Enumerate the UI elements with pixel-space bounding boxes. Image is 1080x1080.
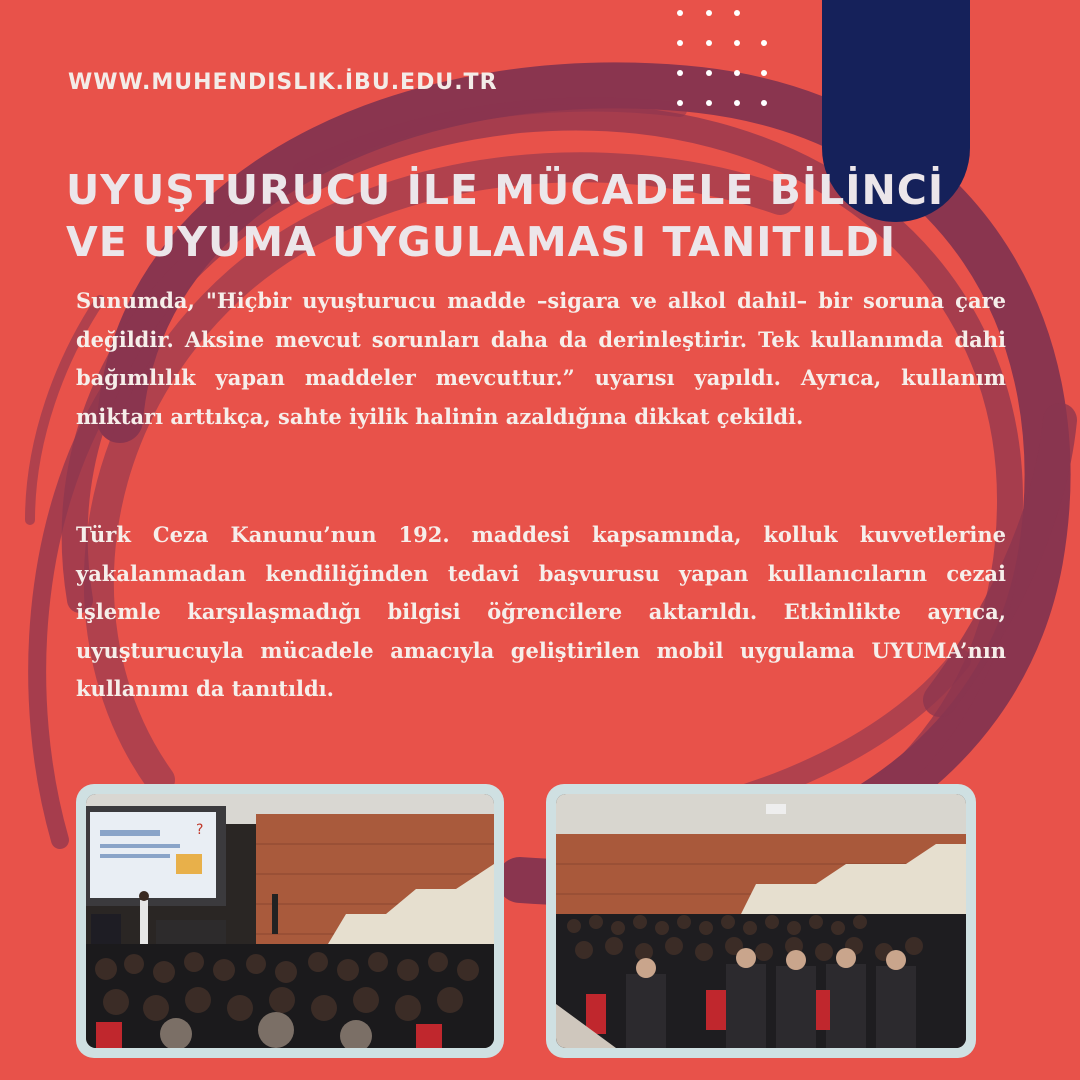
page-title-line-2: VE UYUMA UYGULAMASI TANITILDI	[66, 218, 897, 266]
page-title	[66, 164, 1026, 268]
svg-text:?: ?	[196, 822, 204, 838]
website-url: WWW.MUHENDISLIK.İBU.EDU.TR	[68, 70, 498, 95]
body-paragraph-1: Sunumda, "Hiçbir uyuşturucu madde –sigara ve alkol dahil– bir soruna çare değildir. Aksine mevcut sorunları daha da derinleştirir. Tek kullanımda dahi bağımlılık yapan maddeler mevcuttur.” uyarısı yapıldı. Ayrıca, kullanım miktarı arttıkça, sahte iyilik halinin azaldığına dikkat çekildi.	[76, 288, 1006, 429]
body-paragraph-2: Türk Ceza Kanunu’nun 192. maddesi kapsamında, kolluk kuvvetlerine yakalanmadan kendiliğinden tedavi başvurusu yapan kullanıcıların cezai işlemle karşılaşmadığı bilgisi öğrencilere aktarıldı. Etkinlikte ayrıca, uyuşturucuyla mücadele amacıyla geliştirilen mobil uygulama UYUMA’nın kullanımı da tanıtıldı.	[76, 522, 1006, 701]
seminar-hall-photo-audience	[546, 784, 976, 1058]
seminar-hall-photo-front	[76, 784, 504, 1058]
page-title-line-1: UYUŞTURUCU İLE MÜCADELE BİLİNCİ	[66, 166, 945, 214]
dot-grid-decoration	[672, 4, 772, 114]
